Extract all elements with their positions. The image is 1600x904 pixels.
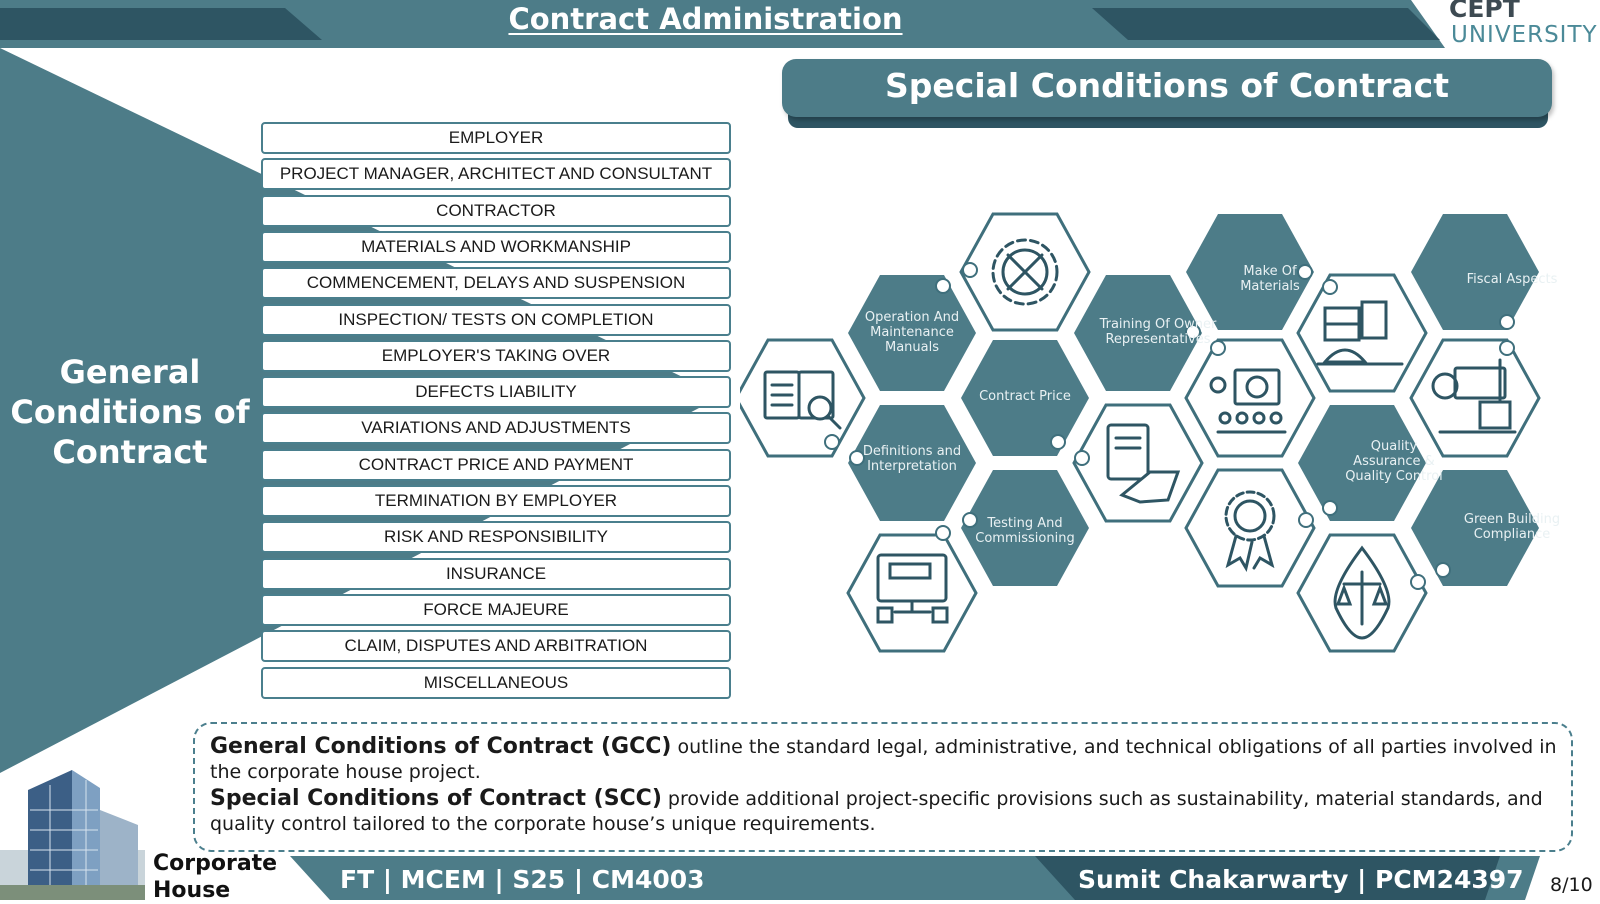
label-make: Make Of Materials <box>1240 264 1300 294</box>
gcc-item: TERMINATION BY EMPLOYER <box>261 485 731 517</box>
logo-university: UNIVERSITY <box>1451 22 1598 48</box>
label-training: Training Of Owner Representatives <box>1099 317 1217 347</box>
gcc-item: RISK AND RESPONSIBILITY <box>261 521 731 553</box>
gcc-item: MATERIALS AND WORKMANSHIP <box>261 231 731 263</box>
hex-team <box>1186 340 1314 456</box>
scc-description <box>210 786 1560 837</box>
gcc-item: MISCELLANEOUS <box>261 667 731 699</box>
label-testing: Testing And Commissioning <box>975 516 1075 546</box>
hex-handshake <box>1074 405 1202 521</box>
gcc-text: outline the standard legal, administrative, and technical obligations of all parties involved in the corporate house project. <box>210 736 1557 783</box>
project-name <box>153 850 277 904</box>
label-fiscal: Fiscal Aspects <box>1466 272 1558 287</box>
gcc-item: CONTRACT PRICE AND PAYMENT <box>261 449 731 481</box>
gcc-item: PROJECT MANAGER, ARCHITECT AND CONSULTANT <box>261 158 731 190</box>
gcc-item: EMPLOYER <box>261 122 731 154</box>
gcc-item: COMMENCEMENT, DELAYS AND SUSPENSION <box>261 267 731 299</box>
gcc-item: DEFECTS LIABILITY <box>261 376 731 408</box>
hex-award <box>1186 470 1314 586</box>
gcc-heading: General Conditions of Contract <box>10 353 250 471</box>
label-quality: Quality Assurance & Quality Control <box>1345 439 1443 484</box>
logo-cept: CEPT <box>1449 0 1520 23</box>
gcc-description <box>210 734 1560 785</box>
building-image <box>0 770 145 900</box>
page-title: Contract Administration <box>508 2 903 36</box>
hex-book <box>740 340 864 456</box>
gcc-item: INSPECTION/ TESTS ON COMPLETION <box>261 304 731 336</box>
label-green: Green Building Compliance <box>1463 512 1561 542</box>
project-name-line1: Corporate <box>153 851 278 876</box>
label-definitions: Definitions and Interpretation <box>862 444 962 474</box>
gcc-item: INSURANCE <box>261 558 731 590</box>
scc-heading: Special Conditions of Contract <box>885 66 1449 105</box>
scc-term: Special Conditions of Contract (SCC) <box>210 786 662 811</box>
gcc-item: CLAIM, DISPUTES AND ARBITRATION <box>261 630 731 662</box>
gcc-item: FORCE MAJEURE <box>261 594 731 626</box>
hex-test <box>848 535 976 651</box>
label-contract-price: Contract Price <box>979 389 1071 404</box>
footer-course: FT | MCEM | S25 | CM4003 <box>340 865 705 894</box>
project-name-line2: House <box>153 878 231 903</box>
gcc-item: VARIATIONS AND ADJUSTMENTS <box>261 412 731 444</box>
gcc-term: General Conditions of Contract (GCC) <box>210 734 672 759</box>
label-operation: Operation And Maintenance Manuals <box>864 310 960 355</box>
scc-text: provide additional project-specific provisions such as sustainability, material standards, and quality control tailored to the corporate house’s unique requirements. <box>210 788 1543 835</box>
gcc-item: CONTRACTOR <box>261 195 731 227</box>
footer-author: Sumit Chakarwarty | PCM24397 <box>1078 865 1524 894</box>
page-number: 8/10 <box>1550 874 1593 896</box>
gcc-item: EMPLOYER'S TAKING OVER <box>261 340 731 372</box>
